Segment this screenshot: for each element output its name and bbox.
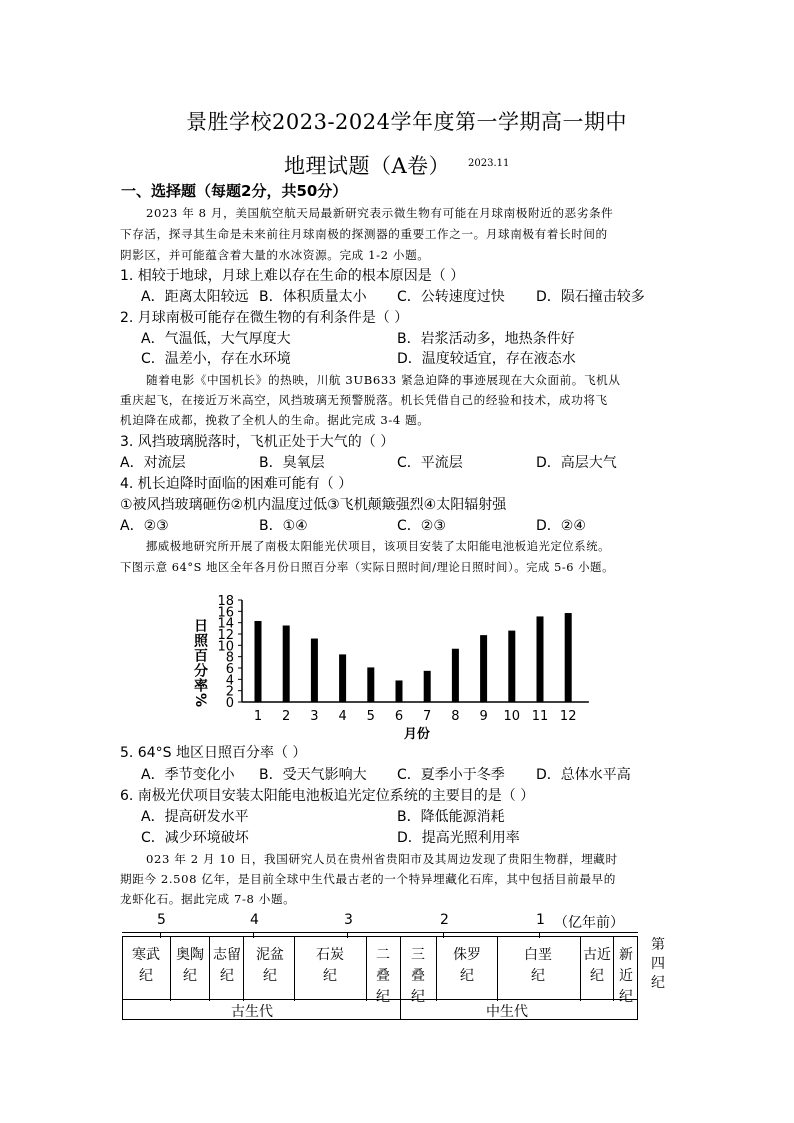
period-paleogene: 古近纪 xyxy=(583,947,611,984)
period-silurian: 志留纪 xyxy=(213,947,241,984)
exam-subtitle: 地理试题（A卷） xyxy=(284,154,451,178)
passage-line: 随着电影《中国机长》的热映，川航 3UB633 紧急迫降的事迹展现在大众面前。飞机从 xyxy=(146,373,621,387)
option-a[interactable]: A．提高研发水平 xyxy=(141,809,249,825)
bar xyxy=(508,631,515,702)
option-c[interactable]: C．夏季小于冬季 xyxy=(397,767,505,783)
option-c[interactable]: C．公转速度过快 xyxy=(397,289,505,305)
x-tick-label: 7 xyxy=(423,709,432,724)
option-d[interactable]: D．温度较适宜，存在液态水 xyxy=(397,351,576,367)
y-tick-label: 6 xyxy=(225,662,234,677)
passage-line: 下存活，探寻其生命是未来前往月球南极的探测器的重要工作之一。月球南极有着长时间的 xyxy=(120,227,608,241)
y-tick-label: 0 xyxy=(225,696,234,711)
y-axis-label: 日照百分率% xyxy=(192,618,208,709)
bar xyxy=(283,626,290,703)
option-b[interactable]: B．①④ xyxy=(259,518,308,534)
option-d[interactable]: D．②④ xyxy=(536,518,586,534)
era-mesozoic: 中生代 xyxy=(486,1004,528,1020)
question-stem: 4. 机长迫降时面临的困难可能有（ ） xyxy=(120,476,353,492)
timeline-tick: 3 xyxy=(344,912,353,928)
timeline-unit: （亿年前） xyxy=(554,915,624,931)
option-d[interactable]: D．高层大气 xyxy=(536,455,617,471)
x-tick-label: 6 xyxy=(394,709,404,724)
passage-line: 机迫降在成都，挽救了全机人的生命。据此完成 3-4 题。 xyxy=(120,413,430,427)
era-row xyxy=(122,1000,638,1020)
x-tick-label: 11 xyxy=(531,709,549,724)
timeline-tick: 1 xyxy=(536,912,545,928)
option-b[interactable]: B．体积质量太小 xyxy=(259,289,367,305)
bar xyxy=(565,613,572,702)
y-tick-label: 10 xyxy=(217,639,234,655)
timeline-tick: 4 xyxy=(250,912,259,928)
x-tick-label: 4 xyxy=(338,709,347,724)
y-tick-label: 18 xyxy=(217,594,234,609)
passage-line: 下图示意 64°S 地区全年各月份日照百分率（实际日照时间/理论日照时间）。完成 5-6 小题。 xyxy=(120,561,614,574)
x-tick-label: 8 xyxy=(451,709,460,724)
option-d[interactable]: D．提高光照利用率 xyxy=(397,830,520,846)
x-tick-label: 9 xyxy=(479,709,488,724)
era-paleozoic: 古生代 xyxy=(231,1004,273,1020)
y-tick-label: 16 xyxy=(217,605,234,621)
bar xyxy=(339,654,346,702)
option-c[interactable]: C．平流层 xyxy=(397,455,463,471)
bar xyxy=(424,671,431,702)
passage-line: 挪威极地研究所开展了南极太阳能光伏项目，该项目安装了太阳能电池板追光定位系统。 xyxy=(146,540,610,553)
bar xyxy=(396,680,403,702)
x-tick-label: 3 xyxy=(310,709,319,724)
option-a[interactable]: A．气温低，大气厚度大 xyxy=(141,331,291,347)
option-b[interactable]: B．受天气影响大 xyxy=(259,767,367,783)
question-stem: 1. 相较于地球，月球上难以存在生命的根本原因是（ ） xyxy=(120,268,465,284)
question-stem: 2. 月球南极可能存在微生物的有利条件是（ ） xyxy=(120,310,409,326)
timeline-tick: 2 xyxy=(440,912,449,928)
option-a[interactable]: A．距离太阳较远 xyxy=(141,289,249,305)
option-a[interactable]: A．②③ xyxy=(120,518,169,534)
period-permian: 二叠纪 xyxy=(376,947,390,1005)
y-tick-label: 2 xyxy=(225,684,234,700)
period-devonian: 泥盆纪 xyxy=(256,947,284,984)
x-tick-label: 1 xyxy=(253,709,263,724)
option-a[interactable]: A．季节变化小 xyxy=(141,767,235,783)
y-tick-label: 8 xyxy=(225,650,234,666)
period-cambrian: 寒武纪 xyxy=(132,947,160,984)
y-tick-label: 14 xyxy=(217,616,234,632)
period-carboniferous: 石炭纪 xyxy=(316,947,344,984)
passage-line: 阴影区，并可能蕴含着大量的水冰资源。完成 1-2 小题。 xyxy=(120,248,430,262)
x-tick-label: 5 xyxy=(366,709,375,724)
period-row xyxy=(122,936,638,1005)
x-tick-label: 2 xyxy=(282,709,291,724)
exam-date: 2023.11 xyxy=(468,158,510,169)
option-b[interactable]: B．降低能源消耗 xyxy=(397,809,505,825)
option-b[interactable]: B．臭氧层 xyxy=(259,455,325,471)
period-triassic: 三叠纪 xyxy=(411,947,425,1005)
timeline-tick: 5 xyxy=(157,912,166,928)
passage-line: 2023 年 8 月，美国航空航天局最新研究表示微生物有可能在月球南极附近的恶劣条件 xyxy=(146,206,614,220)
passage-line: 重庆起飞，在接近万米高空，风挡玻璃无预警脱落。机长凭借自己的经验和技术，成功将飞 xyxy=(120,393,608,407)
option-d[interactable]: D．陨石撞击较多 xyxy=(536,289,645,305)
section-heading: 一、选择题（每题2分，共50分） xyxy=(121,182,348,200)
x-tick-label: 12 xyxy=(559,709,577,724)
passage-line: 023 年 2 月 10 日，我国研究人员在贵州省贵阳市及其周边发现了贵阳生物群，埋藏时 xyxy=(146,852,618,866)
period-neogene: 新近纪 xyxy=(619,947,633,1005)
period-cretaceous: 白垩纪 xyxy=(524,947,552,984)
question-stem: 5. 64°S 地区日照百分率（ ） xyxy=(120,745,307,761)
x-tick-label: 10 xyxy=(503,709,521,724)
period-ordovician: 奥陶纪 xyxy=(176,947,204,984)
option-b[interactable]: B．岩浆活动多，地热条件好 xyxy=(397,331,575,347)
passage-line: 龙虾化石。据此完成 7-8 小题。 xyxy=(120,892,296,906)
timeline-axis xyxy=(122,932,638,933)
bar xyxy=(367,667,374,702)
question-stem: 3. 风挡玻璃脱落时，飞机正处于大气的（ ） xyxy=(120,434,395,450)
period-quaternary: 第四纪 xyxy=(651,937,665,991)
bar xyxy=(537,616,544,702)
passage-line: 期距今 2.508 亿年，是目前全球中生代最古老的一个特异埋藏化石库，其中包括目前最早的 xyxy=(120,872,616,886)
y-tick-label: 4 xyxy=(225,673,234,689)
bar xyxy=(452,649,459,702)
option-a[interactable]: A．对流层 xyxy=(120,455,186,471)
question-stem: 6. 南极光伏项目安装太阳能电池板追光定位系统的主要目的是（ ） xyxy=(120,788,535,804)
option-c[interactable]: C．温差小，存在水环境 xyxy=(141,351,291,367)
sunshine-chart xyxy=(186,582,596,742)
bar xyxy=(311,639,318,702)
y-tick-label: 12 xyxy=(217,628,234,643)
question-items: ①被风挡玻璃砸伤②机内温度过低③飞机颠簸强烈④太阳辐射强 xyxy=(120,497,507,513)
option-c[interactable]: C．②③ xyxy=(397,518,446,534)
x-axis-label: 月份 xyxy=(403,727,430,742)
geologic-timeline xyxy=(122,912,682,1024)
period-jurassic: 侏罗纪 xyxy=(453,947,481,984)
option-c[interactable]: C．减少环境破坏 xyxy=(141,830,249,846)
option-d[interactable]: D．总体水平高 xyxy=(536,767,631,783)
bar xyxy=(255,621,262,702)
exam-title: 景胜学校2023-2024学年度第一学期高一期中 xyxy=(186,110,627,134)
bar xyxy=(480,635,487,702)
